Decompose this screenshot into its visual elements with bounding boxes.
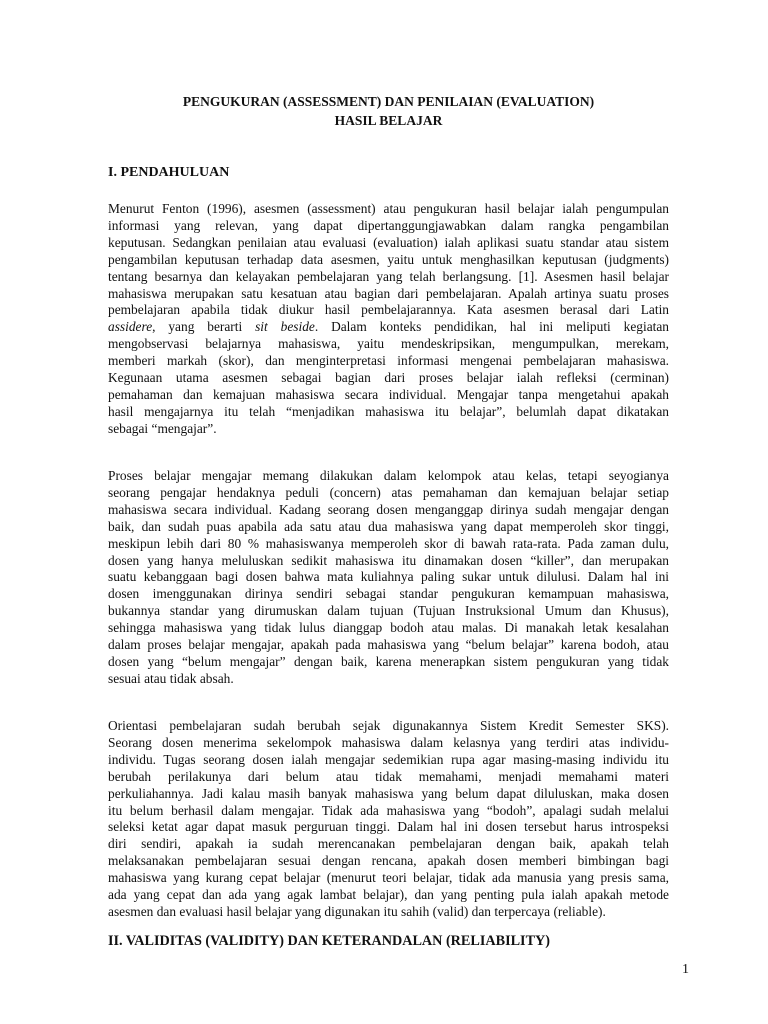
document-title [108, 92, 669, 130]
paragraph-line: mengobservasi belajarnya mahasiswa, yaitu mendeskripsikan, mengumpulkan, merekam, [108, 336, 669, 352]
paragraph-2 [108, 468, 669, 688]
paragraph-line: diri sendiri, apakah ia sudah merencanakan pembelajaran dengan baik, apakah telah [108, 836, 669, 852]
paragraph-line: meskipun lebih dari 80 % mahasiswanya memperoleh skor di bawah rata-rata. Pada zaman dulu, [108, 535, 669, 551]
paragraph-line: Menurut Fenton (1996), asesmen (assessment) atau pengukuran hasil belajar ialah pengumpulan [108, 201, 669, 216]
section-2-heading: II. VALIDITAS (VALIDITY) DAN KETERANDALAN (RELIABILITY) [108, 933, 551, 949]
paragraph-1 [108, 201, 669, 438]
paragraph-3 [108, 718, 669, 921]
title-line-1: PENGUKURAN (ASSESSMENT) DAN PENILAIAN (EVALUATION) [182, 94, 595, 109]
paragraph-line: seleksi ketat agar dapat masuk perguruan tinggi. Dalam hal ini dosen tersebut harus introspeksi [108, 819, 669, 835]
paragraph-line: Orientasi pembelajaran sudah berubah sejak digunakannya Sistem Kredit Semester SKS). [108, 718, 669, 733]
paragraph-line: bukannya standar yang dirumuskan dalam tujuan (Tujuan Instruksional Umum dan Khusus), [108, 603, 669, 619]
paragraph-line: keputusan. Sedangkan penilaian atau evaluasi (evaluation) ialah aplikasi suatu standar atau sistem [108, 234, 669, 250]
paragraph-line: itu belum berhasil dalam mengajar. Tidak ada mahasiswa yang “bodoh”, apalagi sudah melalui [108, 802, 669, 818]
page-number: 1 [682, 962, 689, 977]
paragraph-line: pemahaman dan kemajuan mahasiswa secara individual. Mengajar tanpa mengetahui apakah [108, 386, 669, 402]
paragraph-line: berubah perilakunya dari belum atau tidak memahami, menjadi memahami materi [108, 768, 669, 784]
paragraph-line: melaksanakan pembelajaran sesuai dengan rencana, apakah dosen memberi bimbingan bagi [108, 853, 669, 869]
paragraph-line: mahasiswa yang kurang cepat belajar (menurut teori belajar, tidak ada manusia yang presis sama, [108, 870, 669, 886]
paragraph-line: Kegunaan utama asesmen sebagai bagian dari proses belajar ialah refleksi (cerminan) [108, 370, 669, 386]
paragraph-line: memberi markah (skor), dan menginterpretasi informasi mengenai pembelajaran mahasiswa. [108, 353, 669, 369]
paragraph-line: sehingga mahasiswa yang tidak lulus dianggap bodoh atau malas. Di manakah letak kesalahan [108, 620, 669, 636]
paragraph-line: seorang pengajar hendaknya peduli (concern) atas pemahaman dan kemajuan belajar setiap [108, 484, 669, 500]
paragraph-line: asesmen dan evaluasi hasil belajar yang digunakan itu sahih (valid) dan terpercaya (reliable). [108, 903, 606, 919]
paragraph-line: suatu kebanggaan bagi dosen bahwa mata kuliahnya paling sukar untuk dilulusi. Dalam hal ini [108, 569, 669, 585]
paragraph-line: mahasiswa secara individual. Kadang seorang dosen menganggap dirinya sudah mengajar dengan [108, 501, 669, 517]
paragraph-line: ada yang cepat dan ada yang agak lambat belajar), dan yang penting pula ialah apakah metode [108, 887, 669, 903]
paragraph-line: perkuliahannya. Jadi kalau masih banyak mahasiswa yang belum dapat diluluskan, maka dosen [108, 785, 669, 801]
paragraph-line: pengambilan keputusan terhadap data asesmen, yaitu untuk menghasilkan keputusan (judgments) [108, 251, 669, 267]
paragraph-line: sesuai atau tidak absah. [108, 670, 234, 686]
paragraph-line: Proses belajar mengajar memang dilakukan dalam kelompok atau kelas, tetapi seyogianya [108, 468, 669, 483]
paragraph-line: dalam proses belajar mengajar, apakah pada mahasiswa yang “belum belajar” karena bodoh, atau [108, 637, 669, 653]
section-1-heading: I. PENDAHULUAN [108, 165, 230, 180]
paragraph-line: dosen yang hanya meluluskan sedikit mahasiswa itu dinamakan dosen “killer”, dan merupakan [108, 552, 669, 568]
paragraph-line: dosen yang “belum mengajar” dengan baik, karena menerapkan sistem pengukuran yang tidak [108, 653, 669, 669]
title-line-2: HASIL BELAJAR [334, 113, 443, 128]
paragraph-line: informasi yang relevan, yang dapat dipertanggungjawabkan dalam rangka pengambilan [108, 217, 669, 233]
paragraph-line: individu. Tugas seorang dosen ialah mengajar sedemikian rupa agar masing-masing individu itu [108, 751, 669, 767]
paragraph-line: dosen imenggunakan dirinya sendiri sebagai standar pengukuran kemampuan mahasiswa, [108, 586, 669, 602]
paragraph-line: pembelajaran apabila tidak diukur hasil pembelajarannya. Kata asesmen berasal dari Latin [108, 302, 669, 318]
paragraph-line: assidere, yang berarti sit beside. Dalam konteks pendidikan, hal ini meliputi kegiatan [108, 319, 669, 335]
paragraph-line: sebagai “mengajar”. [108, 420, 217, 436]
paragraph-line: hasil mengajarnya itu telah “menjadikan mahasiswa itu belajar”, belumlah dapat dikatakan [108, 403, 669, 419]
paragraph-line: Seorang dosen menerima sekelompok mahasiswa dalam kelasnya yang terdiri atas individu- [108, 734, 669, 750]
paragraph-line: tentang besarnya dan kelayakan pembelajaran yang telah berlangsung. [1]. Asesmen hasil belajar [108, 268, 669, 284]
paragraph-line: mahasiswa merupakan satu kesatuan atau bagian dari pembelajaran. Apalah artinya suatu proses [108, 285, 669, 301]
paragraph-line: baik, dan sudah puas apabila ada satu atau dua mahasiswa yang dapat memperoleh skor tinggi, [108, 518, 669, 534]
